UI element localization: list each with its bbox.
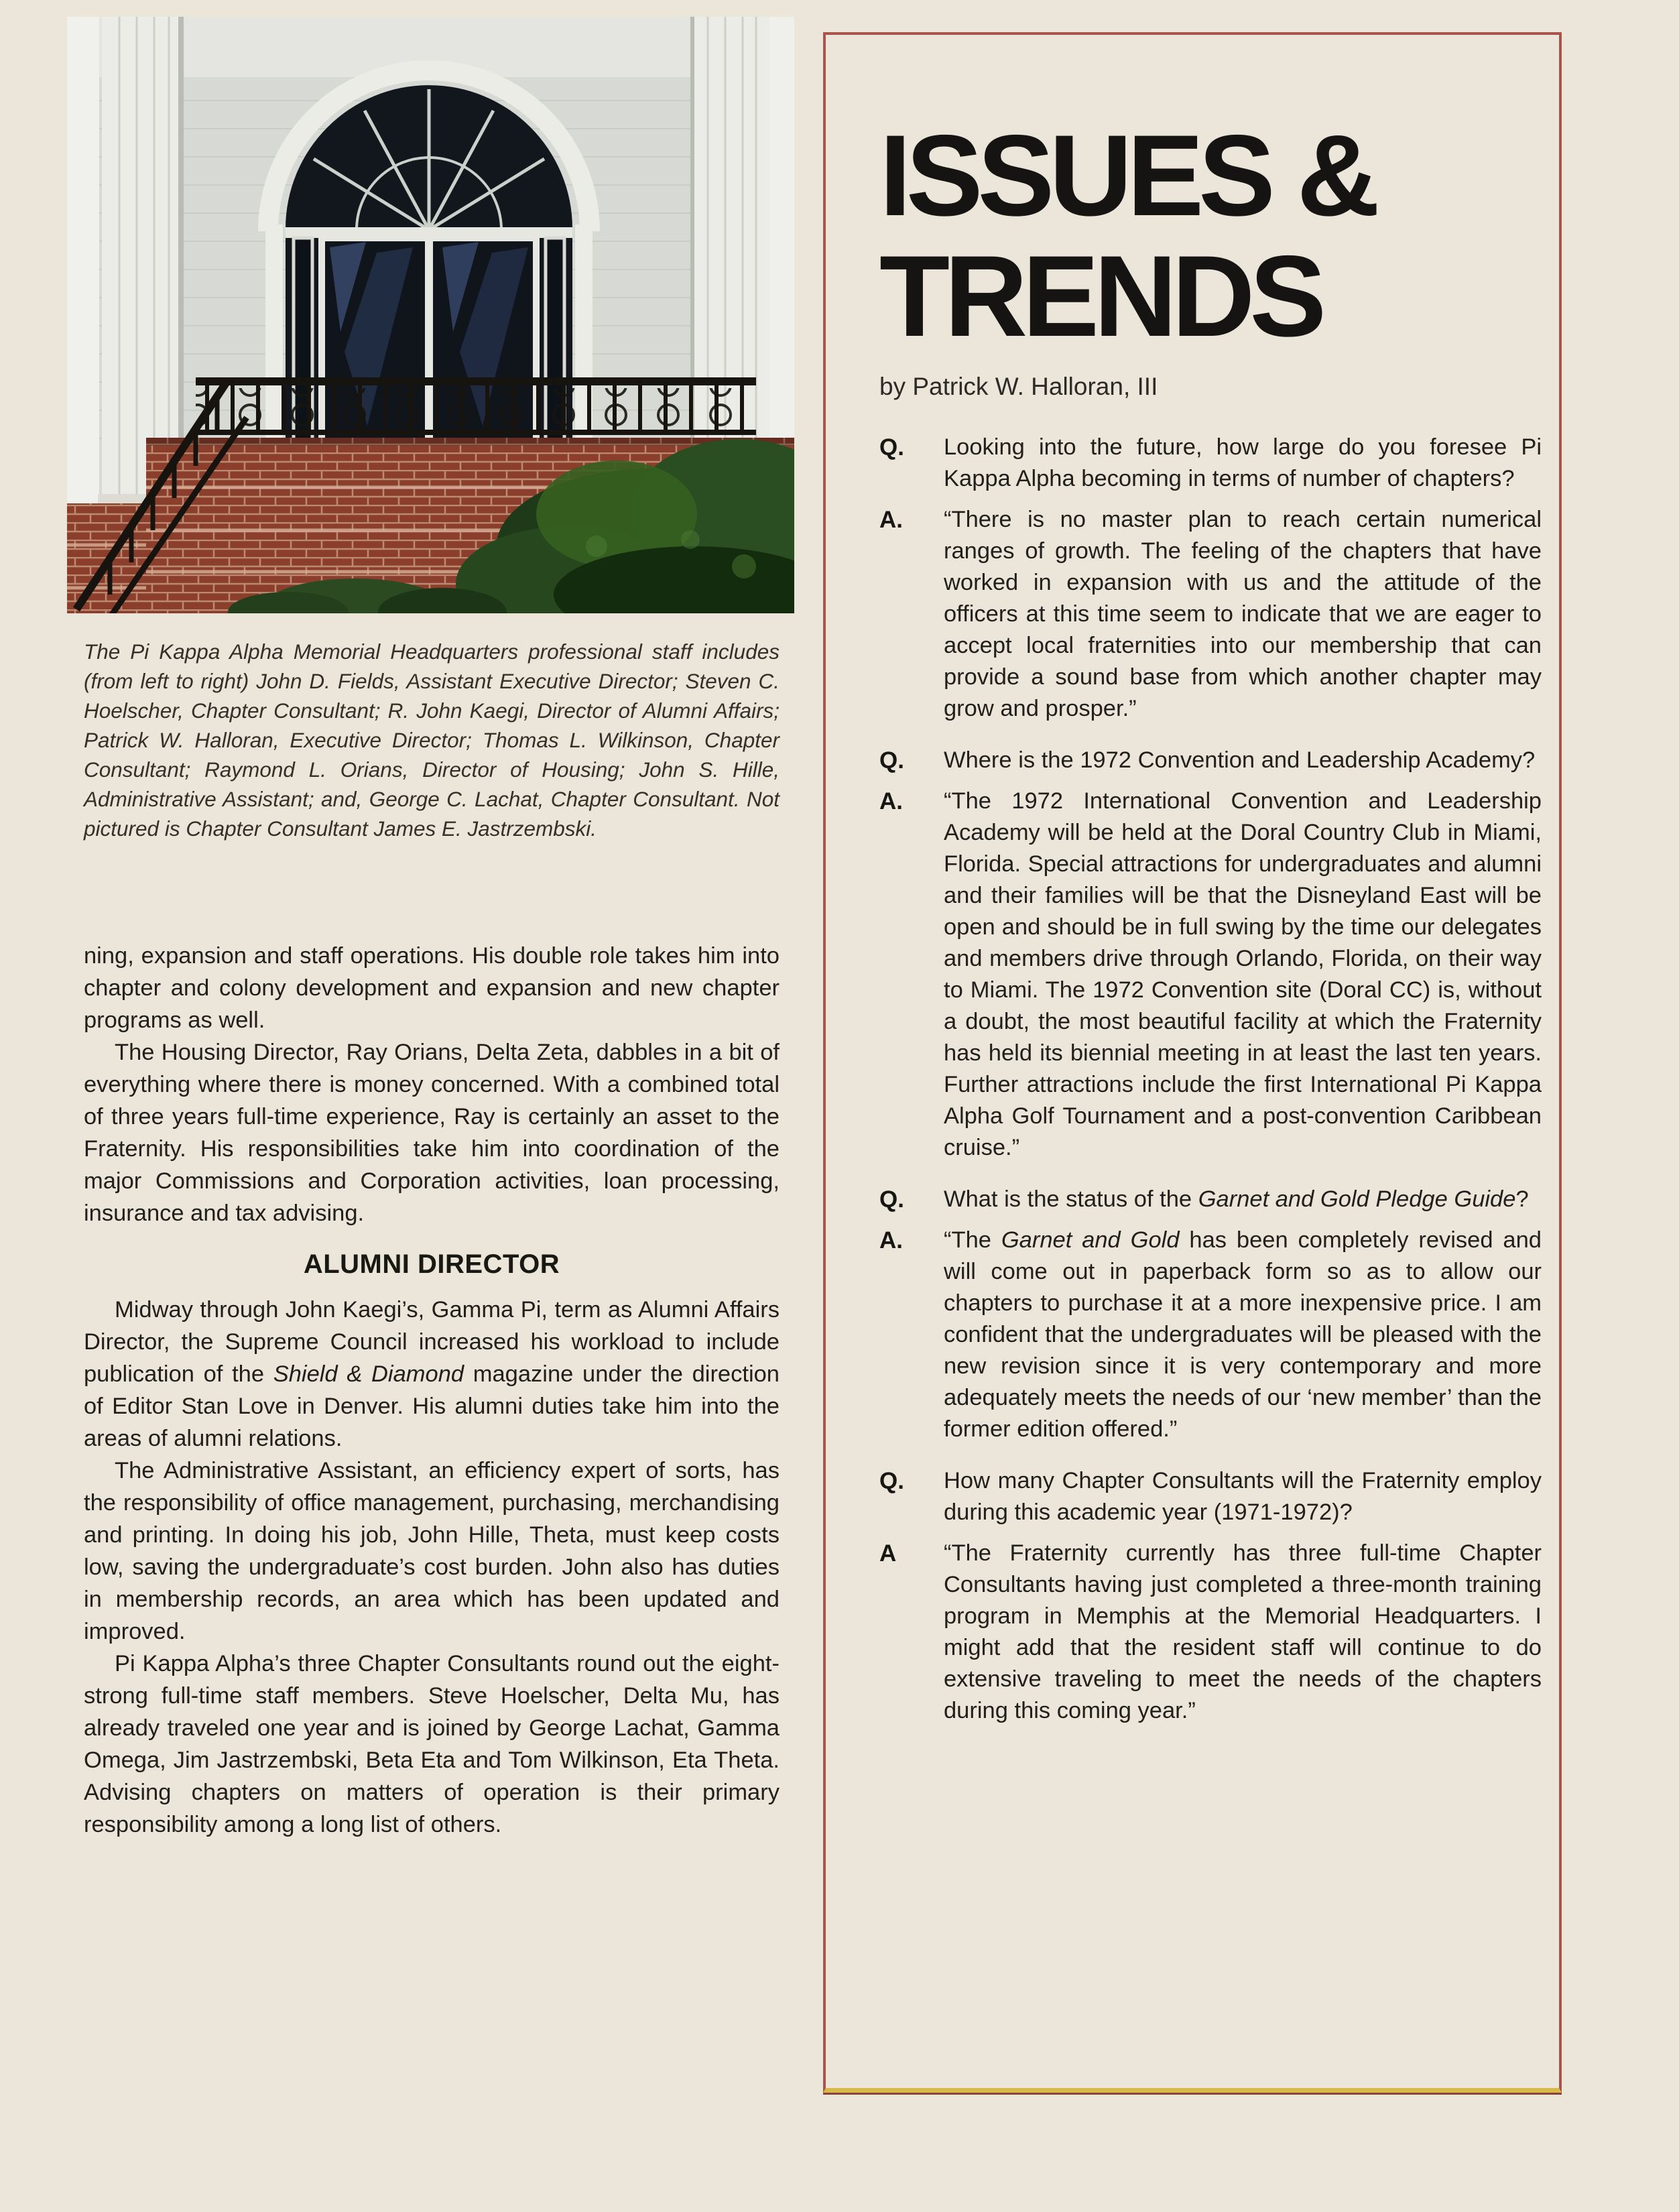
- photo-caption: The Pi Kappa Alpha Memorial Headquarters professional staff includes (from left to right) John D. Fields, Assistant Executive Director; Steven C. Hoelscher, Chapter Consultant; R. John Kaegi, Director of Alumni Affairs; Patrick W. Halloran, Executive Director; Thomas L. Wilkinson, Chapter Consultant; Raymond L. Orians, Director of Housing; John S. Hille, Administrative Assistant; and, George C. Lachat, Chapter Consultant. Not pictured is Chapter Consultant James E. Jastrzembski.: [84, 639, 780, 841]
- qa-answer-text: “The Fraternity currently has three full-time Chapter Consultants having just completed a three-month training program in Memphis at the Memorial Headquarters. I might add that the resident staff will continue to do extensive traveling to meet the needs of the chapters during this coming year.”: [944, 1540, 1542, 1723]
- article-paragraph: ning, expansion and staff operations. His double role takes him into chapter and colony development and expansion and new chapter programs as well.: [84, 943, 780, 1033]
- qa-question-label: Q.: [879, 434, 904, 460]
- qa-question-label: Q.: [879, 747, 904, 774]
- qa-question: [879, 432, 1542, 495]
- qa-question-label: Q.: [879, 1468, 904, 1494]
- qa-answer-label: A.: [879, 788, 903, 814]
- qa-question: [879, 1184, 1542, 1215]
- article-title: [879, 111, 1542, 361]
- qa-answer-label: A.: [879, 1227, 903, 1253]
- qa-question-text: Where is the 1972 Convention and Leadership Academy?: [944, 747, 1536, 773]
- qa-answer: [879, 786, 1542, 1164]
- alumni-director-heading: ALUMNI DIRECTOR: [303, 1249, 560, 1279]
- qa-question-label: Q.: [879, 1186, 904, 1213]
- article-paragraph: Midway through John Kaegi’s, Gamma Pi, term as Alumni Affairs Director, the Supreme Council increased his workload to include publication of the Shield & Diamond magazine under the direction of Editor Stan Love in Denver. His alumni duties take him into the areas of alumni relations.: [84, 1297, 780, 1451]
- article-paragraph: The Housing Director, Ray Orians, Delta Zeta, dabbles in a bit of everything where there is money concerned. With a combined total of three years full-time experience, Ray is certainly an asset to the Fraternity. His responsibilities take him into coordination of the major Commissions and Corporation activities, loan processing, insurance and tax advising.: [84, 1040, 780, 1226]
- staff-photo-illustration: [67, 17, 794, 613]
- qa-question-text: How many Chapter Consultants will the Fraternity employ during this academic year (1971-1972)?: [944, 1468, 1542, 1525]
- article-paragraph: Pi Kappa Alpha’s three Chapter Consultants round out the eight-strong full-time staff members. Steve Hoelscher, Delta Mu, has already traveled one year and is joined by George Lachat, Gamma Omega, Jim Jastrzembski, Beta Eta and Tom Wilkinson, Eta Theta. Advising chapters on matters of operation is their primary responsibility among a long list of others.: [84, 1651, 780, 1837]
- qa-question-text: Looking into the future, how large do you foresee Pi Kappa Alpha becoming in terms of number of chapters?: [944, 434, 1542, 491]
- issues-trends-box: [823, 32, 1562, 2093]
- qa-question: [879, 1465, 1542, 1528]
- qa-answer: [879, 1225, 1542, 1445]
- qa-question: [879, 745, 1542, 776]
- article-title-line1: ISSUES &: [879, 111, 1375, 240]
- article-title-line2: TRENDS: [879, 232, 1322, 361]
- qa-answer: [879, 504, 1542, 725]
- qa-answer-text: “The Garnet and Gold has been completely revised and will come out in paperback form so as to allow our chapters to purchase it at a more inexpensive price. I am confident that the undergraduates will be pleased with the new revision since it is very contemporary and more adequately meets the needs of our ‘new member’ than the former edition offered.”: [944, 1227, 1542, 1442]
- qa-answer-text: “The 1972 International Convention and Leadership Academy will be held at the Doral Country Club in Miami, Florida. Special attractions for undergraduates and alumni and their families will be that the Disneyland East will be open and should be in full swing by the time our delegates and members drive through Orlando, Florida, on their way to Miami. The 1972 Convention site (Doral CC) is, without a doubt, the most beautiful facility at which the Fraternity has held its biennial meeting in at least the last ten years. Further attractions include the first International Pi Kappa Alpha Golf Tournament and a post-convention Caribbean cruise.”: [944, 788, 1542, 1160]
- article-paragraph: The Administrative Assistant, an efficiency expert of sorts, has the responsibility of office management, purchasing, merchandising and printing. In doing his job, John Hille, Theta, must keep costs low, saving the undergraduate’s cost burden. John also has duties in membership records, an area which has been updated and improved.: [84, 1458, 780, 1644]
- qa-answer-text: “There is no master plan to reach certain numerical ranges of growth. The feeling of the chapters that have worked in expansion with us and the attitude of the officers at this time seem to indicate that we are eager to accept local fraternities into our membership that can provide a sound base from which another chapter may grow and prosper.”: [944, 507, 1542, 721]
- article-left-column: [84, 940, 780, 1841]
- qa-list: [879, 432, 1542, 1727]
- qa-answer-label: A: [879, 1540, 897, 1566]
- qa-answer-label: A.: [879, 507, 903, 533]
- staff-photo: [67, 17, 794, 613]
- article-byline: by Patrick W. Halloran, III: [879, 373, 1158, 400]
- qa-question-text: What is the status of the Garnet and Gold Pledge Guide?: [944, 1186, 1529, 1212]
- qa-answer: [879, 1538, 1542, 1727]
